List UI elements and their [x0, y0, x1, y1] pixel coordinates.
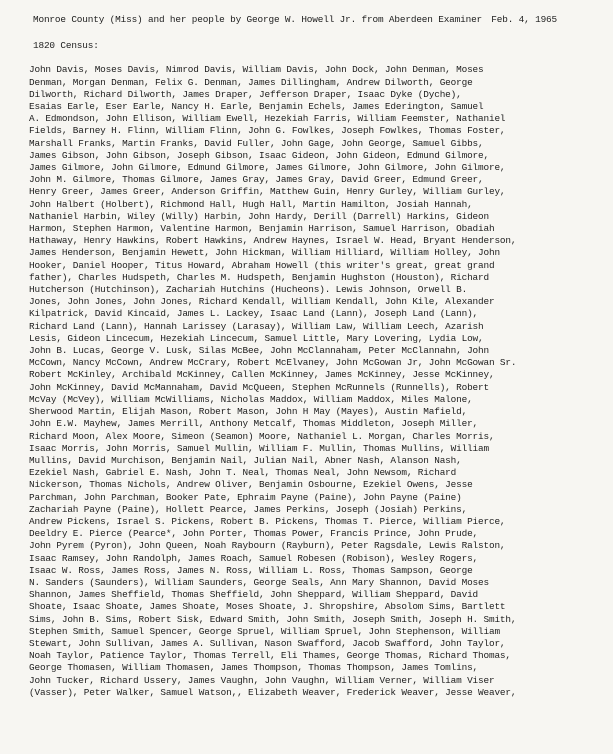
text-line: Nathaniel Harbin, Wiley (Willy) Harbin, John Hardy, Derill (Darrell) Harkins, Gideon	[29, 210, 489, 222]
text-line: Denman, Morgan Denman, Felix G. Denman, James Dillingham, Andrew Dilworth, George	[29, 76, 473, 88]
text-line: Kilpatrick, David Kincaid, James L. Lackey, Isaac Land (Lann), Joseph Land (Lann),	[29, 308, 479, 320]
text-line: John M. Gilmore, Thomas Gilmore, James Gray, James Gray, David Greer, Edmund Greer,	[29, 174, 484, 186]
text-line: Marshall Franks, Martin Franks, David Fuller, John Gage, John George, Samuel Gibbs,	[29, 137, 484, 149]
text-line: Esaias Earle, Eser Earle, Nancy H. Earle, Benjamin Echels, James Ederington, Samuel	[29, 101, 484, 113]
text-line: James Gibson, John Gibson, Joseph Gibson, Isaac Gideon, John Gideon, Edmund Gilmore,	[29, 149, 489, 161]
census-heading: 1820 Census:	[33, 40, 99, 52]
text-line: Mullins, David Murchison, Benjamin Nail, Julian Nail, Abner Nash, Alanson Nash,	[29, 454, 462, 466]
text-line: John Halbert (Holbert), Richmond Hall, Hugh Hall, Martin Hamilton, Josiah Hannah,	[29, 198, 473, 210]
header-title: Monroe County (Miss) and her people by George W. Howell Jr. from Aberdeen Examiner	[33, 14, 483, 25]
text-line: Isaac W. Ross, James Ross, James N. Ross, William L. Ross, Thomas Sampson, George	[29, 564, 473, 576]
text-line: Sherwood Martin, Elijah Mason, Robert Mason, John H May (Mayes), Austin Mafield,	[29, 406, 468, 418]
text-line: Shoate, Isaac Shoate, James Shoate, Moses Shoate, J. Shropshire, Absolom Sims, Bartlett	[29, 601, 506, 613]
text-line: Fields, Barney H. Flinn, William Flinn, John G. Fowlkes, Joseph Fowlkes, Thomas Foster,	[29, 125, 506, 137]
text-line: John B. Lucas, George V. Lusk, Silas McBee, John McClannaham, Peter McClannahn, John	[29, 345, 489, 357]
text-line: (Vasser), Peter Walker, Samuel Watson,, Elizabeth Weaver, Frederick Weaver, Jesse Weaver,	[29, 686, 517, 698]
text-line: Zachariah Payne (Paine), Hollett Pearce, James Perkins, Joseph (Josiah) Perkins,	[29, 503, 468, 515]
text-line: Richard Land (Lann), Hannah Larissey (Larasay), William Law, William Leech, Azarish	[29, 320, 484, 332]
text-line: McCown, Nancy McCown, Andrew McCrary, Robert McElvaney, John McGowan Jr, John McGowan Sr.	[29, 357, 517, 369]
text-line: James Gilmore, John Gilmore, Edmund Gilmore, James Gilmore, John Gilmore, John Gilmore,	[29, 162, 506, 174]
text-line: Jones, John Jones, John Jones, Richard Kendall, William Kendall, John Kile, Alexander	[29, 296, 495, 308]
header-date: Feb. 4, 1965	[491, 14, 557, 25]
text-line: James Henderson, Benjamin Hewett, John Hickman, William Hilliard, William Holley, John	[29, 247, 500, 259]
text-line: Sims, John B. Sims, Robert Sisk, Edward Smith, John Smith, Joseph Smith, Joseph H. Smith,	[29, 613, 517, 625]
text-line: Hathaway, Henry Hawkins, Robert Hawkins, Andrew Haynes, Israel W. Head, Bryant Henderson,	[29, 235, 517, 247]
text-line: Deeldry E. Pierce (Pearce*, John Porter, Thomas Power, Francis Prince, John Prude,	[29, 528, 479, 540]
census-name-list	[29, 64, 605, 699]
text-line: Andrew Pickens, Israel S. Pickens, Robert B. Pickens, Thomas T. Pierce, William Pierce,	[29, 515, 506, 527]
text-line: George Thomasen, William Thomasen, James Thompson, Thomas Thompson, James Tomlins,	[29, 662, 479, 674]
text-line: John Pyrem (Pyron), John Queen, Noah Raybourn (Rayburn), Peter Ragsdale, Lewis Ralston,	[29, 540, 506, 552]
text-line: Henry Greer, James Greer, Anderson Griffin, Matthew Guin, Henry Gurley, William Gurley,	[29, 186, 506, 198]
text-line: John McKinney, David McMannaham, David McQueen, Stephen McRunnels (Runnells), Robert	[29, 381, 489, 393]
text-line: Nickerson, Thomas Nichols, Andrew Oliver, Benjamin Osbourne, Ezekiel Owens, Jesse	[29, 479, 473, 491]
text-line: Parchman, John Parchman, Booker Pate, Ephraim Payne (Paine), John Payne (Paine)	[29, 491, 462, 503]
text-line: John E.W. Mayhew, James Merrill, Anthony Metcalf, Thomas Middleton, Joseph Miller,	[29, 418, 479, 430]
text-line: Ezekiel Nash, Gabriel E. Nash, John T. Neal, Thomas Neal, John Newsom, Richard	[29, 467, 457, 479]
text-line: McVay (McVey), William McWilliams, Nicholas Maddox, William Maddox, Miles Malone,	[29, 393, 473, 405]
text-line: Isaac Morris, John Morris, Samuel Mullin, William F. Mullin, Thomas Mullins, William	[29, 442, 489, 454]
text-line: Robert McKinley, Archibald McKinney, Callen McKinney, James McKinney, Jesse McKinney,	[29, 369, 495, 381]
header	[33, 14, 605, 26]
text-line: Stephen Smith, Samuel Spencer, George Spruel, William Spruel, John Stephenson, William	[29, 625, 500, 637]
text-line: Isaac Ramsey, John Randolph, James Roach, Samuel Robesen (Robison), Wesley Rogers,	[29, 552, 479, 564]
text-line: Harmon, Stephen Harmon, Valentine Harmon, Benjamin Harrison, Samuel Harrison, Obadiah	[29, 223, 495, 235]
text-line: Stewart, John Sullivan, James A. Sullivan, Nason Swafford, Jacob Swafford, John Taylor,	[29, 637, 506, 649]
text-line: A. Edmondson, John Ellison, William Ewell, Hezekiah Farris, William Feemster, Nathaniel	[29, 113, 506, 125]
text-line: Lesis, Gideon Lincecum, Hezekiah Lincecum, Samuel Little, Mary Lovering, Lydia Low,	[29, 332, 484, 344]
text-line: N. Sanders (Saunders), William Saunders, George Seals, Ann Mary Shannon, David Moses	[29, 576, 489, 588]
text-line: Noah Taylor, Patience Taylor, Thomas Terrell, Eli Thames, George Thomas, Richard Thomas,	[29, 650, 511, 662]
text-line: Hooker, Daniel Hooper, Titus Howard, Abraham Howell (this writer's great, great grand	[29, 259, 495, 271]
text-line: Dilworth, Richard Dilworth, James Draper, Jefferson Draper, Isaac Dyke (Dyche),	[29, 88, 462, 100]
text-line: Richard Moon, Alex Moore, Simeon (Seamon) Moore, Nathaniel L. Morgan, Charles Morris,	[29, 430, 495, 442]
text-line: John Tucker, Richard Ussery, James Vaughn, John Vaughn, William Verner, William Viser	[29, 674, 495, 686]
text-line: John Davis, Moses Davis, Nimrod Davis, William Davis, John Dock, John Denman, Moses	[29, 64, 484, 76]
text-line: Hutcherson (Hutchinson), Zachariah Hutchins (Hucheons). Lewis Johnson, Orwell B.	[29, 284, 468, 296]
text-line: Shannon, James Sheffield, Thomas Sheffield, John Sheppard, William Sheppard, David	[29, 589, 479, 601]
text-line: father), Charles Hudspeth, Charles M. Hudspeth, Benjamin Hughston (Houston), Richard	[29, 271, 489, 283]
